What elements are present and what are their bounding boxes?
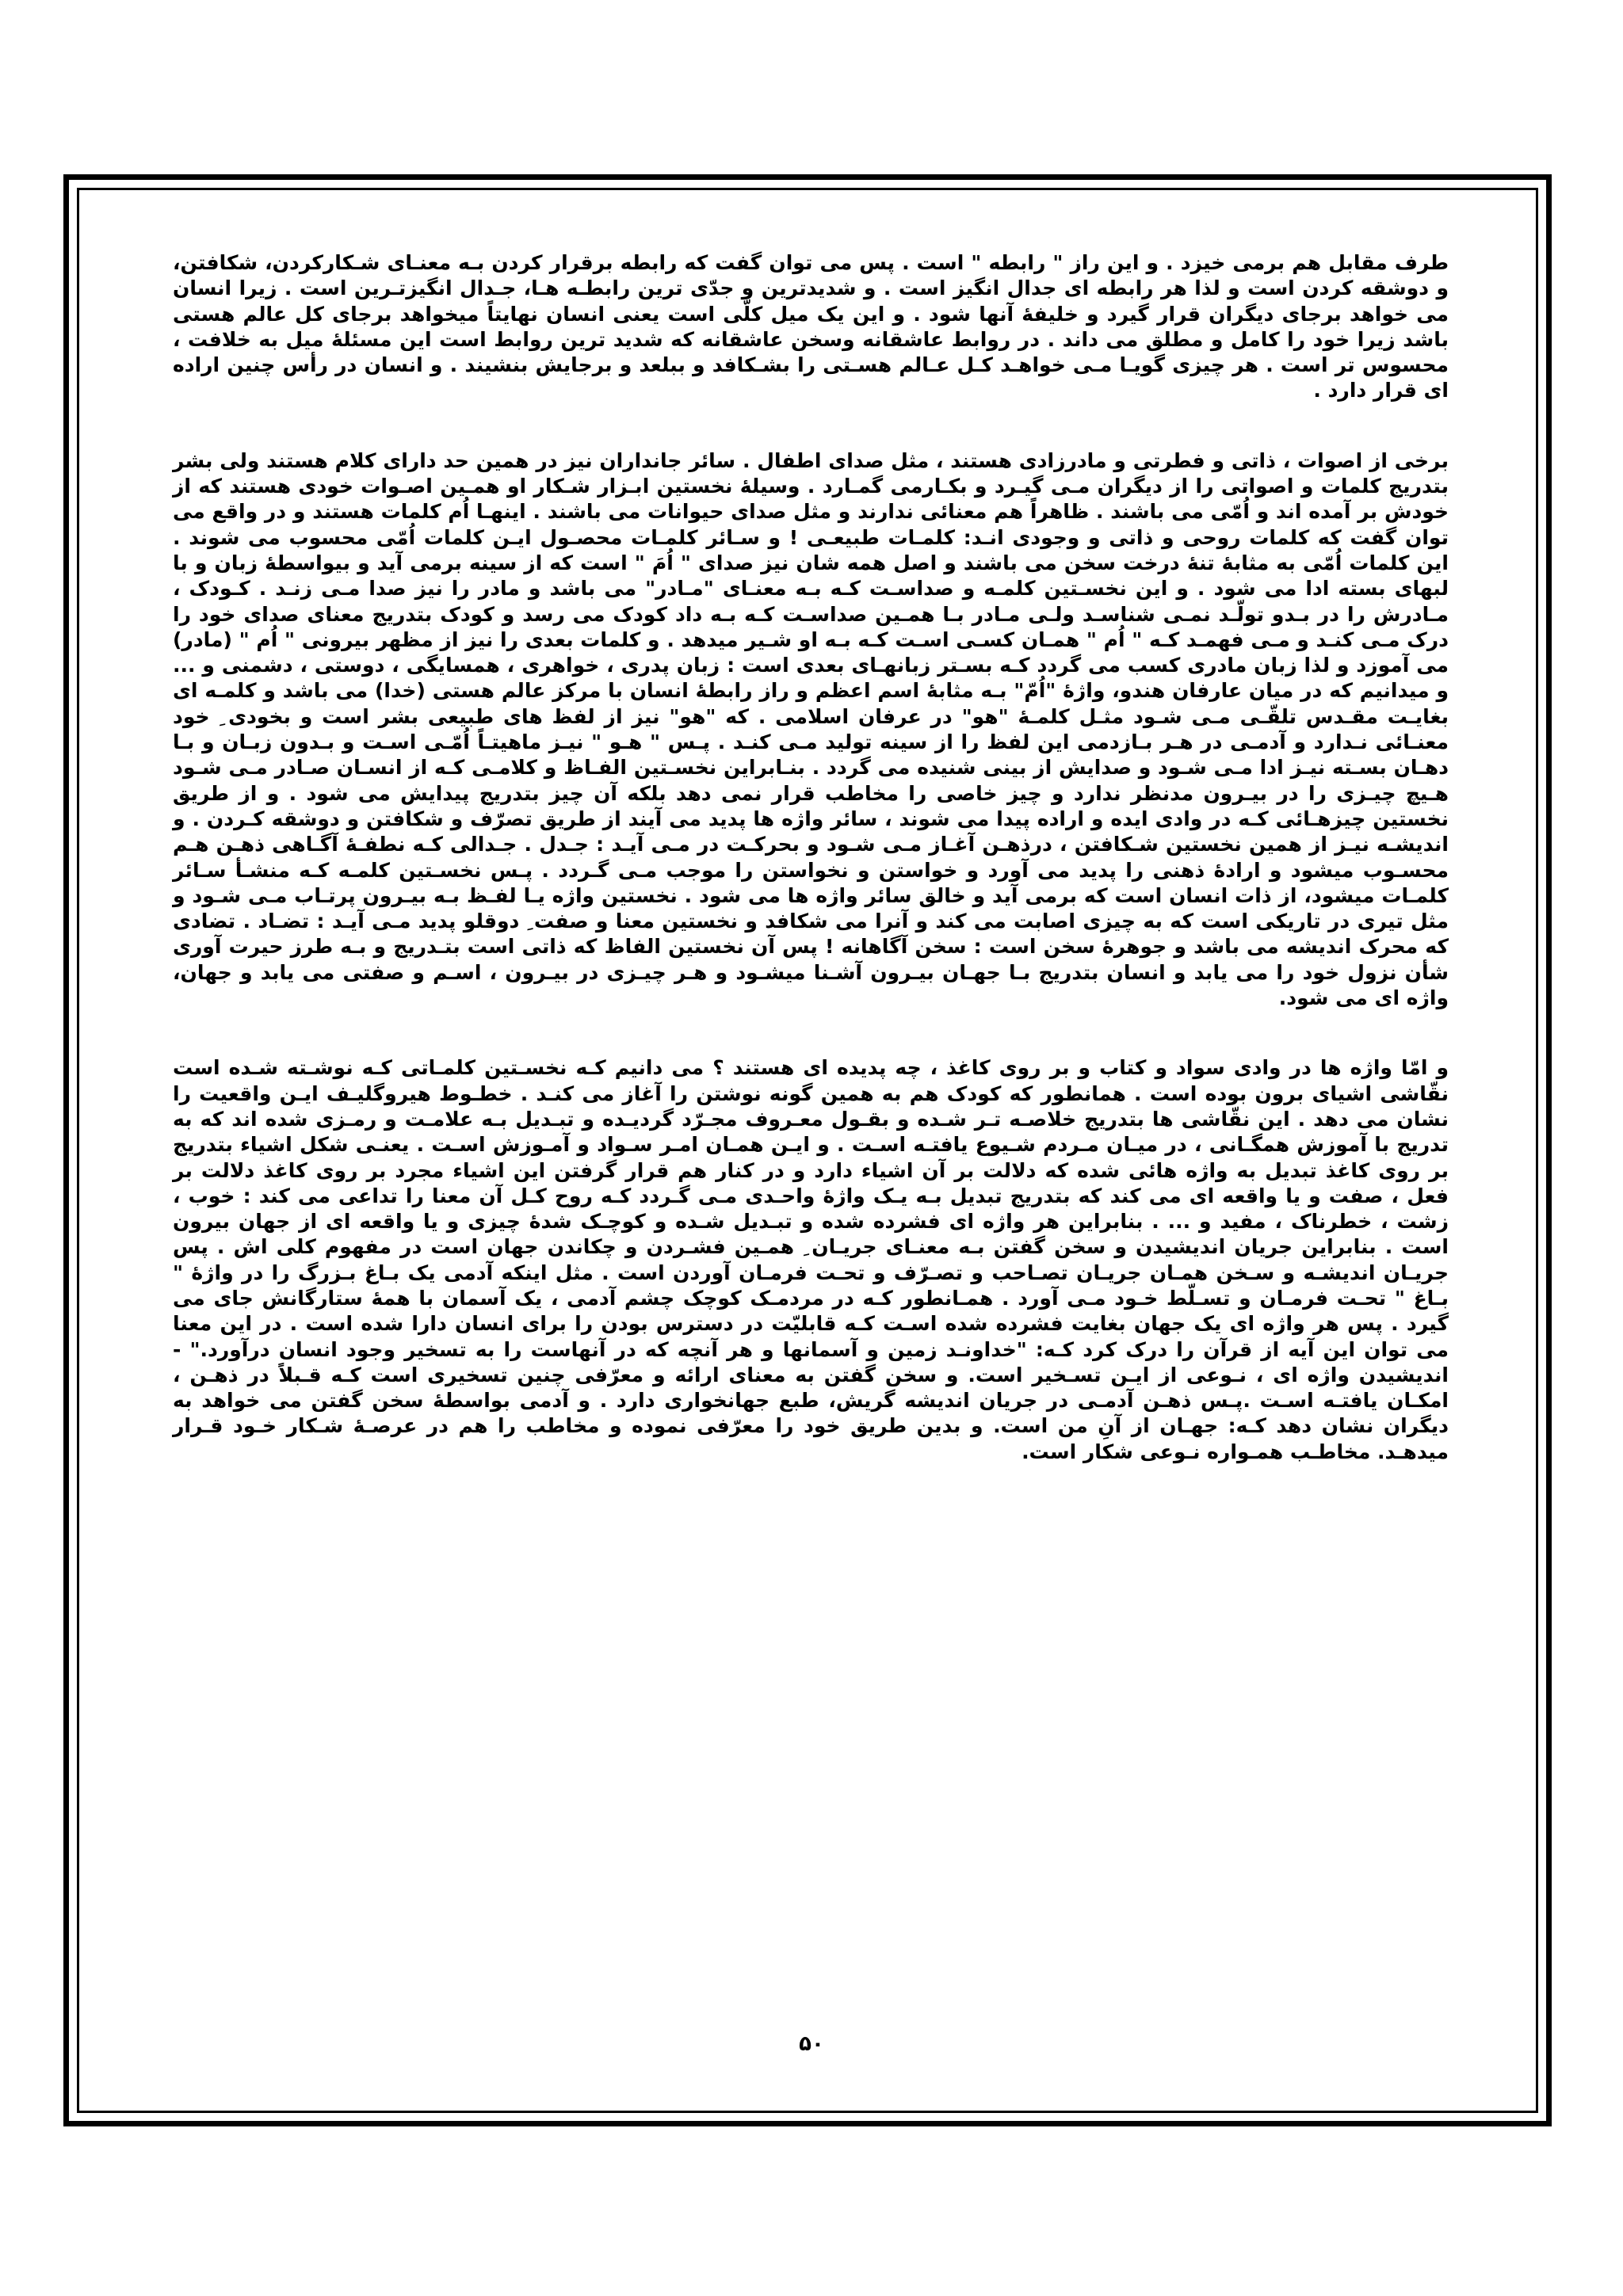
body-text: [173, 250, 1449, 1465]
paragraph-2: برخی از اصوات ، ذاتی و فطرتی و مادرزادی هستند ، مثل صدای اطفال . سائر جانداران نیز در همین حد دارای کلام هستند ولی بشر بتدریج کلمات و اصواتی را از دیگران مـی گیـرد و بکـارمی گمـارد . وسیلهٔ نخستین ابـزار شـکار او همـین اصـوات خودی هستند که از خودش بر آمده اند و اُمّی می باشند . ظاهراً هم معنائی ندارند و مثل صدای حیوانات می باشند . اینهـا اُم کلمات هستند و در واقع می توان گفت که کلمات روحی و ذاتی و وجودی انـد: کلمـات طبیعـی ! و سـائر کلمـات محصـول ایـن کلمات اُمّی محسوب می شوند . این کلمات اُمّی به مثابهٔ تنهٔ درخت سخن می باشند و اصل همه شان نیز صدای " اُمَ " است که از سینه برمی آید و بیواسطهٔ زبان و با لبهای بسته ادا می شود . و این نخسـتین کلمـه و صداسـت کـه بـه معنـای "مـادر" می باشد و مادر را نیز صدا مـی زنـد . کـودک ، مـادرش را در بـدو تولّـد نمـی شناسـد ولـی مـادر بـا همـین صداسـت کـه بـه داد کودک می رسد و کودک بتدریج معنای صدای خود را درک مـی کنـد و مـی فهمـد کـه " اُم " همـان کسـی اسـت کـه بـه او شـیر میدهد . و کلمات بعدی را نیز از مظهر بیرونی " اُم " (مادر) می آموزد و لذا زبان مادری کسب می گردد کـه بسـتر زبانهـای بعدی است : زبان پدری ، خواهری ، همسایگی ، دوستی ، دشمنی و ... و میدانیم که در میان عارفان هندو، واژهٔ "اُمّ" بـه مثابهٔ اسم اعظم و راز رابطهٔ انسان با مرکز عالم هستی (خدا) می باشد و کلمـه ای بغایـت مقـدس تلقّـی مـی شـود مثـل کلمـهٔ "هو" در عرفان اسلامی . که "هو" نیز از لفظ های طبیعی بشر است و بخودی ِ خود معنـائی نـدارد و آدمـی در هـر بـازدمی این لفظ را از سینه تولید مـی کنـد . پـس " هـو " نیـز ماهیتـاً اُمّـی اسـت و بـدون زبـان و بـا دهـان بسـته نیـز ادا مـی شـود و صدایش از بینی شنیده می گردد . بنـابراین نخسـتین الفـاظ و کلامـی کـه از انسـان صـادر مـی شـود هـیچ چیـزی را در بیـرون مدنظر ندارد و چیز خاصی را مخاطب قرار نمی دهد بلکه آن چیز بتدریج پیدایش می شود . و از طریق نخستین چیزهـائی کـه در وادی ایده و اراده پیدا می شوند ، سائر واژه ها پدید می آیند از طریق تصرّف و شکافتن و دوشقه کـردن . و اندیشـه نیـز از همین نخستین شـکافتن ، درذهـن آغـاز مـی شـود و بحرکـت در مـی آیـد : جـدل . جـدالی کـه نطفـهٔ آگـاهی ذهـن هـم محسـوب میشود و ارادهٔ ذهنی را پدید می آورد و خواستن و نخواستن را موجب مـی گـردد . پـس نخسـتین کلمـه کـه منشـأ سـائر کلمـات میشود، از ذات انسان است که برمی آید و خالق سائر واژه ها می شود . نخستین واژه یـا لفـظ بـه بیـرون پرتـاب مـی شـود و مثل تیری در تاریکی است که به چیزی اصابت می کند و آنرا می شکافد و نخستین معنا و صفت ِ دوقلو پدید مـی آیـد : تضـاد . تضادی که محرک اندیشه می باشد و جوهرهٔ سخن است : سخن آگاهانه ! پس آن نخستین الفاظ که ذاتی است بتـدریج و بـه طرز حیرت آوری شأن نزول خود را می یابد و انسان بتدریج بـا جهـان بیـرون آشـنا میشـود و هـر چیـزی در بیـرون ، اسـم و صفتی می یابد و جهان، واژه ای می شود.: [173, 448, 1449, 1010]
page-number: ۵۰: [799, 2032, 824, 2056]
paragraph-1: طرف مقابل هم برمی خیزد . و این راز " رابطه " است . پس می توان گفت که رابطه برقرار کردن بـه معنـای شـکارکردن، شکافتن، و دوشقه کردن است و لذا هر رابطه ای جدال انگیز است . و شدیدترین و جدّی ترین رابطـه هـا، جـدال انگیزتـرین است . زیرا انسان می خواهد برجای دیگران قرار گیرد و خلیفهٔ آنها شود . و این یک میل کلّی است یعنی انسان نهایتاً میخواهد برجای کل عالم هستی باشد زیرا خود را کامل و مطلق می داند . در روابط عاشقانه وسخن عاشقانه که شدید ترین روابط است این مسئلهٔ میل به خلافت ، محسوس تر است . هر چیزی گویـا مـی خواهـد کـل عـالم هسـتی را بشـکافد و ببلعد و برجایش بنشیند . و انسان در رأس چنین اراده ای قرار دارد .: [173, 251, 1449, 402]
paragraph-3: و امّا واژه ها در وادی سواد و کتاب و بر روی کاغذ ، چه پدیده ای هستند ؟ می دانیم کـه نخسـتین کلمـاتی کـه نوشـته شـده است نقّاشی اشیای برون بوده است . همانطور که کودک هم به همین گونه نوشتن را آغاز می کنـد . خطـوط هیروگلیـف ایـن واقعیت را نشان می دهد . این نقّاشی ها بتدریج خلاصـه تـر شـده و بقـول معـروف مجـرّد گردیـده و تبـدیل بـه علامـت و رمـزی شده اند که به تدریج با آموزش همگـانی ، در میـان مـردم شـیوع یافتـه اسـت . و ایـن همـان امـر سـواد و آمـوزش اسـت . یعنـی شکل اشیاء بتدریج بر روی کاغذ تبدیل به واژه هائی شده که دلالت بر آن اشیاء دارد و در کنار هم قرار گرفتن این اشیاء مجرد بر روی کاغذ دلالت بر فعل ، صفت و یا واقعه ای می کند که بتدریج تبدیل بـه یـک واژهٔ واحـدی مـی گـردد کـه روح کـل آن معنا را تداعی می کند : خوب ، زشت ، خطرناک ، مفید و ... . بنابراین هر واژه ای فشرده شده و تبـدیل شـده و کوچـک شدهٔ چیزی و یا واقعه ای از جهان بیرون است . بنابراین جریان اندیشیدن و سخن گفتن بـه معنـای جریـان ِ همـین فشـردن و چکاندن جهان است در مفهوم کلی اش . پس جریـان اندیشـه و سـخن همـان جریـان تصـاحب و تصـرّف و تحـت فرمـان آوردن است . مثل اینکه آدمی یک بـاغ بـزرگ را در واژهٔ " بـاغ " تحـت فرمـان و تسـلّط خـود مـی آورد . همـانطور کـه در مردمـک کوچک چشم آدمی ، یک آسمان با همهٔ ستارگانش جای می گیرد . پس هر واژه ای یک جهان بغایت فشرده شده اسـت کـه قابلیّت در دسترس بودن را برای انسان دارا شده است . در این معنا می توان این آیه از قرآن را درک کرد کـه: "خداونـد زمین و آسمانها و هر آنچه که در آنهاست را به تسخیر وجود انسان درآورد." - اندیشیدن واژه ای ، نـوعی از ایـن تسـخیر است. و سخن گفتن به معنای ارائه و معرّفی چنین تسخیری است کـه قـبلاً در ذهـن ، امکـان یافتـه اسـت .پـس ذهـن آدمـی در جریان اندیشه گریش، طبع جهانخواری دارد . و آدمی بواسطهٔ سخن گفتن می خواهد به دیگران نشان دهد کـه: جهـان از آنِ من است. و بدین طریق خود را معرّفی نموده و مخاطب را هم در عرصـهٔ شـکار خـود قـرار میدهـد. مخاطـب همـواره نـوعی شکار است.: [173, 1056, 1449, 1463]
